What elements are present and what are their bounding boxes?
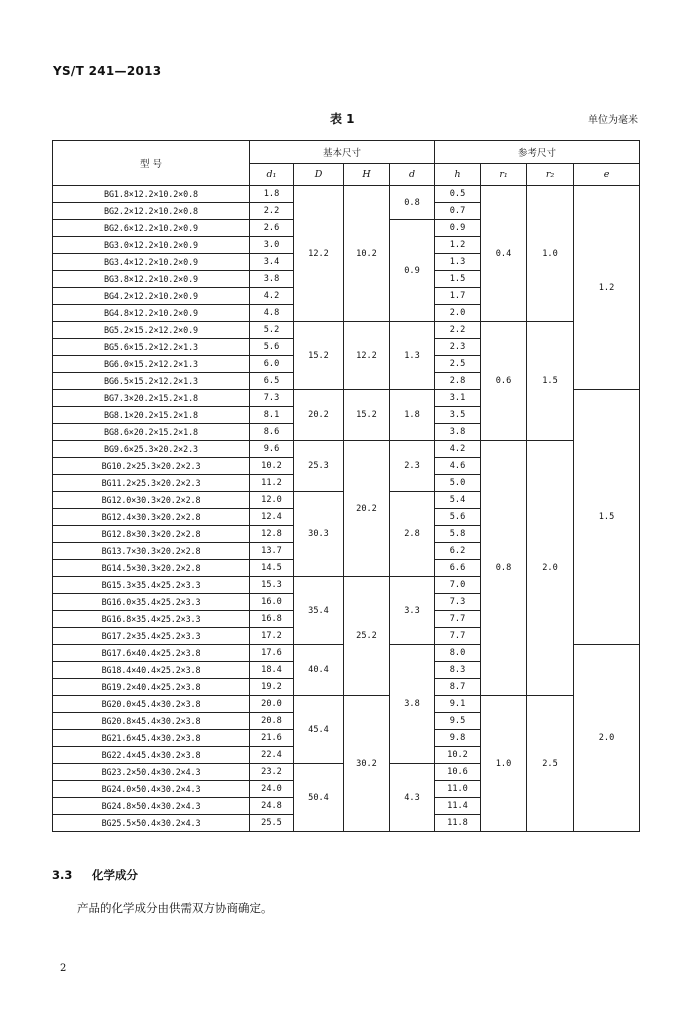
cell-d: 0.9 [390,220,435,322]
cell-d1: 20.8 [250,713,294,730]
cell-d: 25.3 [294,441,344,492]
cell-h: 5.8 [435,526,481,543]
cell-h: 11.8 [435,815,481,832]
cell-h: 11.0 [435,781,481,798]
cell-h: 0.7 [435,203,481,220]
cell-d1: 12.8 [250,526,294,543]
cell-model: BG1.8×12.2×10.2×0.8 [53,186,250,203]
cell-h: 7.7 [435,611,481,628]
cell-model: BG16.0×35.4×25.2×3.3 [53,594,250,611]
cell-model: BG16.8×35.4×25.2×3.3 [53,611,250,628]
cell-d1: 4.8 [250,305,294,322]
cell-model: BG23.2×50.4×30.2×4.3 [53,764,250,781]
cell-d: 15.2 [294,322,344,390]
section-heading [52,867,138,883]
cell-model: BG24.0×50.4×30.2×4.3 [53,781,250,798]
cell-r1: 1.0 [481,696,527,832]
cell-h: 2.5 [435,356,481,373]
cell-h: 2.2 [435,322,481,339]
cell-d: 50.4 [294,764,344,832]
cell-h: 4.2 [435,441,481,458]
cell-d1: 16.8 [250,611,294,628]
cell-h: 2.8 [435,373,481,390]
header-r1: r₁ [481,164,527,186]
cell-d: 1.3 [390,322,435,390]
cell-d1: 2.2 [250,203,294,220]
cell-h: 0.5 [435,186,481,203]
cell-h: 1.2 [435,237,481,254]
cell-d1: 10.2 [250,458,294,475]
cell-h: 0.9 [435,220,481,237]
cell-h: 11.4 [435,798,481,815]
cell-h: 3.8 [435,424,481,441]
cell-d: 3.3 [390,577,435,645]
cell-d: 12.2 [294,186,344,322]
table-row [53,441,640,458]
header-h: h [435,164,481,186]
cell-h: 12.2 [344,322,390,390]
dimension-table [52,140,640,832]
cell-h: 7.3 [435,594,481,611]
cell-h: 3.5 [435,407,481,424]
cell-model: BG4.8×12.2×10.2×0.9 [53,305,250,322]
cell-model: BG4.2×12.2×10.2×0.9 [53,288,250,305]
cell-d: 45.4 [294,696,344,764]
cell-d: 30.3 [294,492,344,577]
cell-d1: 2.6 [250,220,294,237]
cell-model: BG15.3×35.4×25.2×3.3 [53,577,250,594]
cell-d1: 12.0 [250,492,294,509]
header-basic-dimensions: 基本尺寸 [250,141,435,164]
cell-d1: 23.2 [250,764,294,781]
cell-d1: 5.2 [250,322,294,339]
cell-d1: 8.6 [250,424,294,441]
section-title: 化学成分 [92,868,138,882]
cell-d1: 14.5 [250,560,294,577]
table-row [53,696,640,713]
cell-r1: 0.6 [481,322,527,441]
table-title: 表 1 [330,112,355,126]
cell-h: 10.2 [435,747,481,764]
standard-code: YS/T 241—2013 [53,64,162,78]
cell-h: 8.0 [435,645,481,662]
cell-r1: 0.4 [481,186,527,322]
cell-d1: 9.6 [250,441,294,458]
cell-h: 6.2 [435,543,481,560]
cell-d: 2.3 [390,441,435,492]
cell-h: 1.5 [435,271,481,288]
cell-model: BG6.0×15.2×12.2×1.3 [53,356,250,373]
cell-model: BG6.5×15.2×12.2×1.3 [53,373,250,390]
cell-d1: 6.5 [250,373,294,390]
header-d: d [390,164,435,186]
cell-h: 2.3 [435,339,481,356]
cell-h: 5.0 [435,475,481,492]
cell-r2: 2.5 [527,696,574,832]
cell-model: BG5.6×15.2×12.2×1.3 [53,339,250,356]
cell-h: 9.5 [435,713,481,730]
header-D: D [294,164,344,186]
cell-d1: 24.0 [250,781,294,798]
cell-model: BG10.2×25.3×20.2×2.3 [53,458,250,475]
cell-e: 2.0 [574,645,640,832]
cell-r1: 0.8 [481,441,527,696]
cell-h: 1.3 [435,254,481,271]
cell-h: 8.3 [435,662,481,679]
cell-d1: 13.7 [250,543,294,560]
cell-model: BG11.2×25.3×20.2×2.3 [53,475,250,492]
table-unit-note: 单位为毫米 [588,115,638,126]
cell-h: 9.1 [435,696,481,713]
cell-d1: 1.8 [250,186,294,203]
cell-d: 4.3 [390,764,435,832]
cell-d1: 17.2 [250,628,294,645]
cell-d1: 8.1 [250,407,294,424]
header-d1: d₁ [250,164,294,186]
cell-d1: 6.0 [250,356,294,373]
cell-model: BG12.8×30.3×20.2×2.8 [53,526,250,543]
cell-model: BG21.6×45.4×30.2×3.8 [53,730,250,747]
cell-model: BG17.6×40.4×25.2×3.8 [53,645,250,662]
cell-d1: 3.0 [250,237,294,254]
cell-h: 10.2 [344,186,390,322]
cell-d1: 12.4 [250,509,294,526]
cell-model: BG18.4×40.4×25.2×3.8 [53,662,250,679]
cell-model: BG25.5×50.4×30.2×4.3 [53,815,250,832]
page-number: 2 [60,963,67,974]
cell-model: BG9.6×25.3×20.2×2.3 [53,441,250,458]
cell-model: BG2.6×12.2×10.2×0.9 [53,220,250,237]
cell-d: 3.8 [390,645,435,764]
table-row [53,186,640,203]
cell-d1: 11.2 [250,475,294,492]
header-e: e [574,164,640,186]
cell-d1: 7.3 [250,390,294,407]
cell-d: 1.8 [390,390,435,441]
cell-model: BG5.2×15.2×12.2×0.9 [53,322,250,339]
cell-d: 40.4 [294,645,344,696]
cell-d1: 25.5 [250,815,294,832]
cell-d1: 5.6 [250,339,294,356]
cell-h: 7.7 [435,628,481,645]
cell-h: 4.6 [435,458,481,475]
cell-model: BG19.2×40.4×25.2×3.8 [53,679,250,696]
cell-d1: 15.3 [250,577,294,594]
header-H: H [344,164,390,186]
cell-r2: 1.5 [527,322,574,441]
cell-model: BG20.0×45.4×30.2×3.8 [53,696,250,713]
cell-r2: 2.0 [527,441,574,696]
cell-r2: 1.0 [527,186,574,322]
cell-model: BG3.4×12.2×10.2×0.9 [53,254,250,271]
cell-model: BG14.5×30.3×20.2×2.8 [53,560,250,577]
cell-d: 0.8 [390,186,435,220]
cell-h: 20.2 [344,441,390,577]
cell-model: BG13.7×30.3×20.2×2.8 [53,543,250,560]
cell-e: 1.2 [574,186,640,390]
header-reference-dimensions: 参考尺寸 [435,141,640,164]
cell-model: BG3.0×12.2×10.2×0.9 [53,237,250,254]
cell-h: 7.0 [435,577,481,594]
cell-h: 3.1 [435,390,481,407]
cell-h: 25.2 [344,577,390,696]
cell-d1: 16.0 [250,594,294,611]
cell-d1: 21.6 [250,730,294,747]
cell-d: 20.2 [294,390,344,441]
cell-h: 9.8 [435,730,481,747]
cell-model: BG2.2×12.2×10.2×0.8 [53,203,250,220]
cell-d1: 17.6 [250,645,294,662]
cell-d1: 19.2 [250,679,294,696]
cell-h: 30.2 [344,696,390,832]
cell-d: 2.8 [390,492,435,577]
section-paragraph: 产品的化学成分由供需双方协商确定。 [77,901,273,915]
table-row [53,322,640,339]
cell-model: BG3.8×12.2×10.2×0.9 [53,271,250,288]
cell-model: BG20.8×45.4×30.2×3.8 [53,713,250,730]
cell-d: 35.4 [294,577,344,645]
cell-d1: 3.8 [250,271,294,288]
cell-model: BG24.8×50.4×30.2×4.3 [53,798,250,815]
cell-d1: 22.4 [250,747,294,764]
cell-h: 15.2 [344,390,390,441]
cell-model: BG17.2×35.4×25.2×3.3 [53,628,250,645]
cell-d1: 24.8 [250,798,294,815]
cell-h: 8.7 [435,679,481,696]
cell-h: 5.6 [435,509,481,526]
cell-d1: 20.0 [250,696,294,713]
cell-model: BG12.4×30.3×20.2×2.8 [53,509,250,526]
cell-d1: 4.2 [250,288,294,305]
cell-model: BG8.1×20.2×15.2×1.8 [53,407,250,424]
cell-model: BG12.0×30.3×20.2×2.8 [53,492,250,509]
section-number: 3.3 [52,868,73,882]
cell-e: 1.5 [574,390,640,645]
cell-d1: 3.4 [250,254,294,271]
cell-d1: 18.4 [250,662,294,679]
cell-h: 10.6 [435,764,481,781]
cell-model: BG22.4×45.4×30.2×3.8 [53,747,250,764]
cell-h: 1.7 [435,288,481,305]
cell-model: BG7.3×20.2×15.2×1.8 [53,390,250,407]
header-model: 型 号 [53,141,250,186]
cell-h: 5.4 [435,492,481,509]
header-r2: r₂ [527,164,574,186]
cell-h: 2.0 [435,305,481,322]
cell-model: BG8.6×20.2×15.2×1.8 [53,424,250,441]
cell-h: 6.6 [435,560,481,577]
